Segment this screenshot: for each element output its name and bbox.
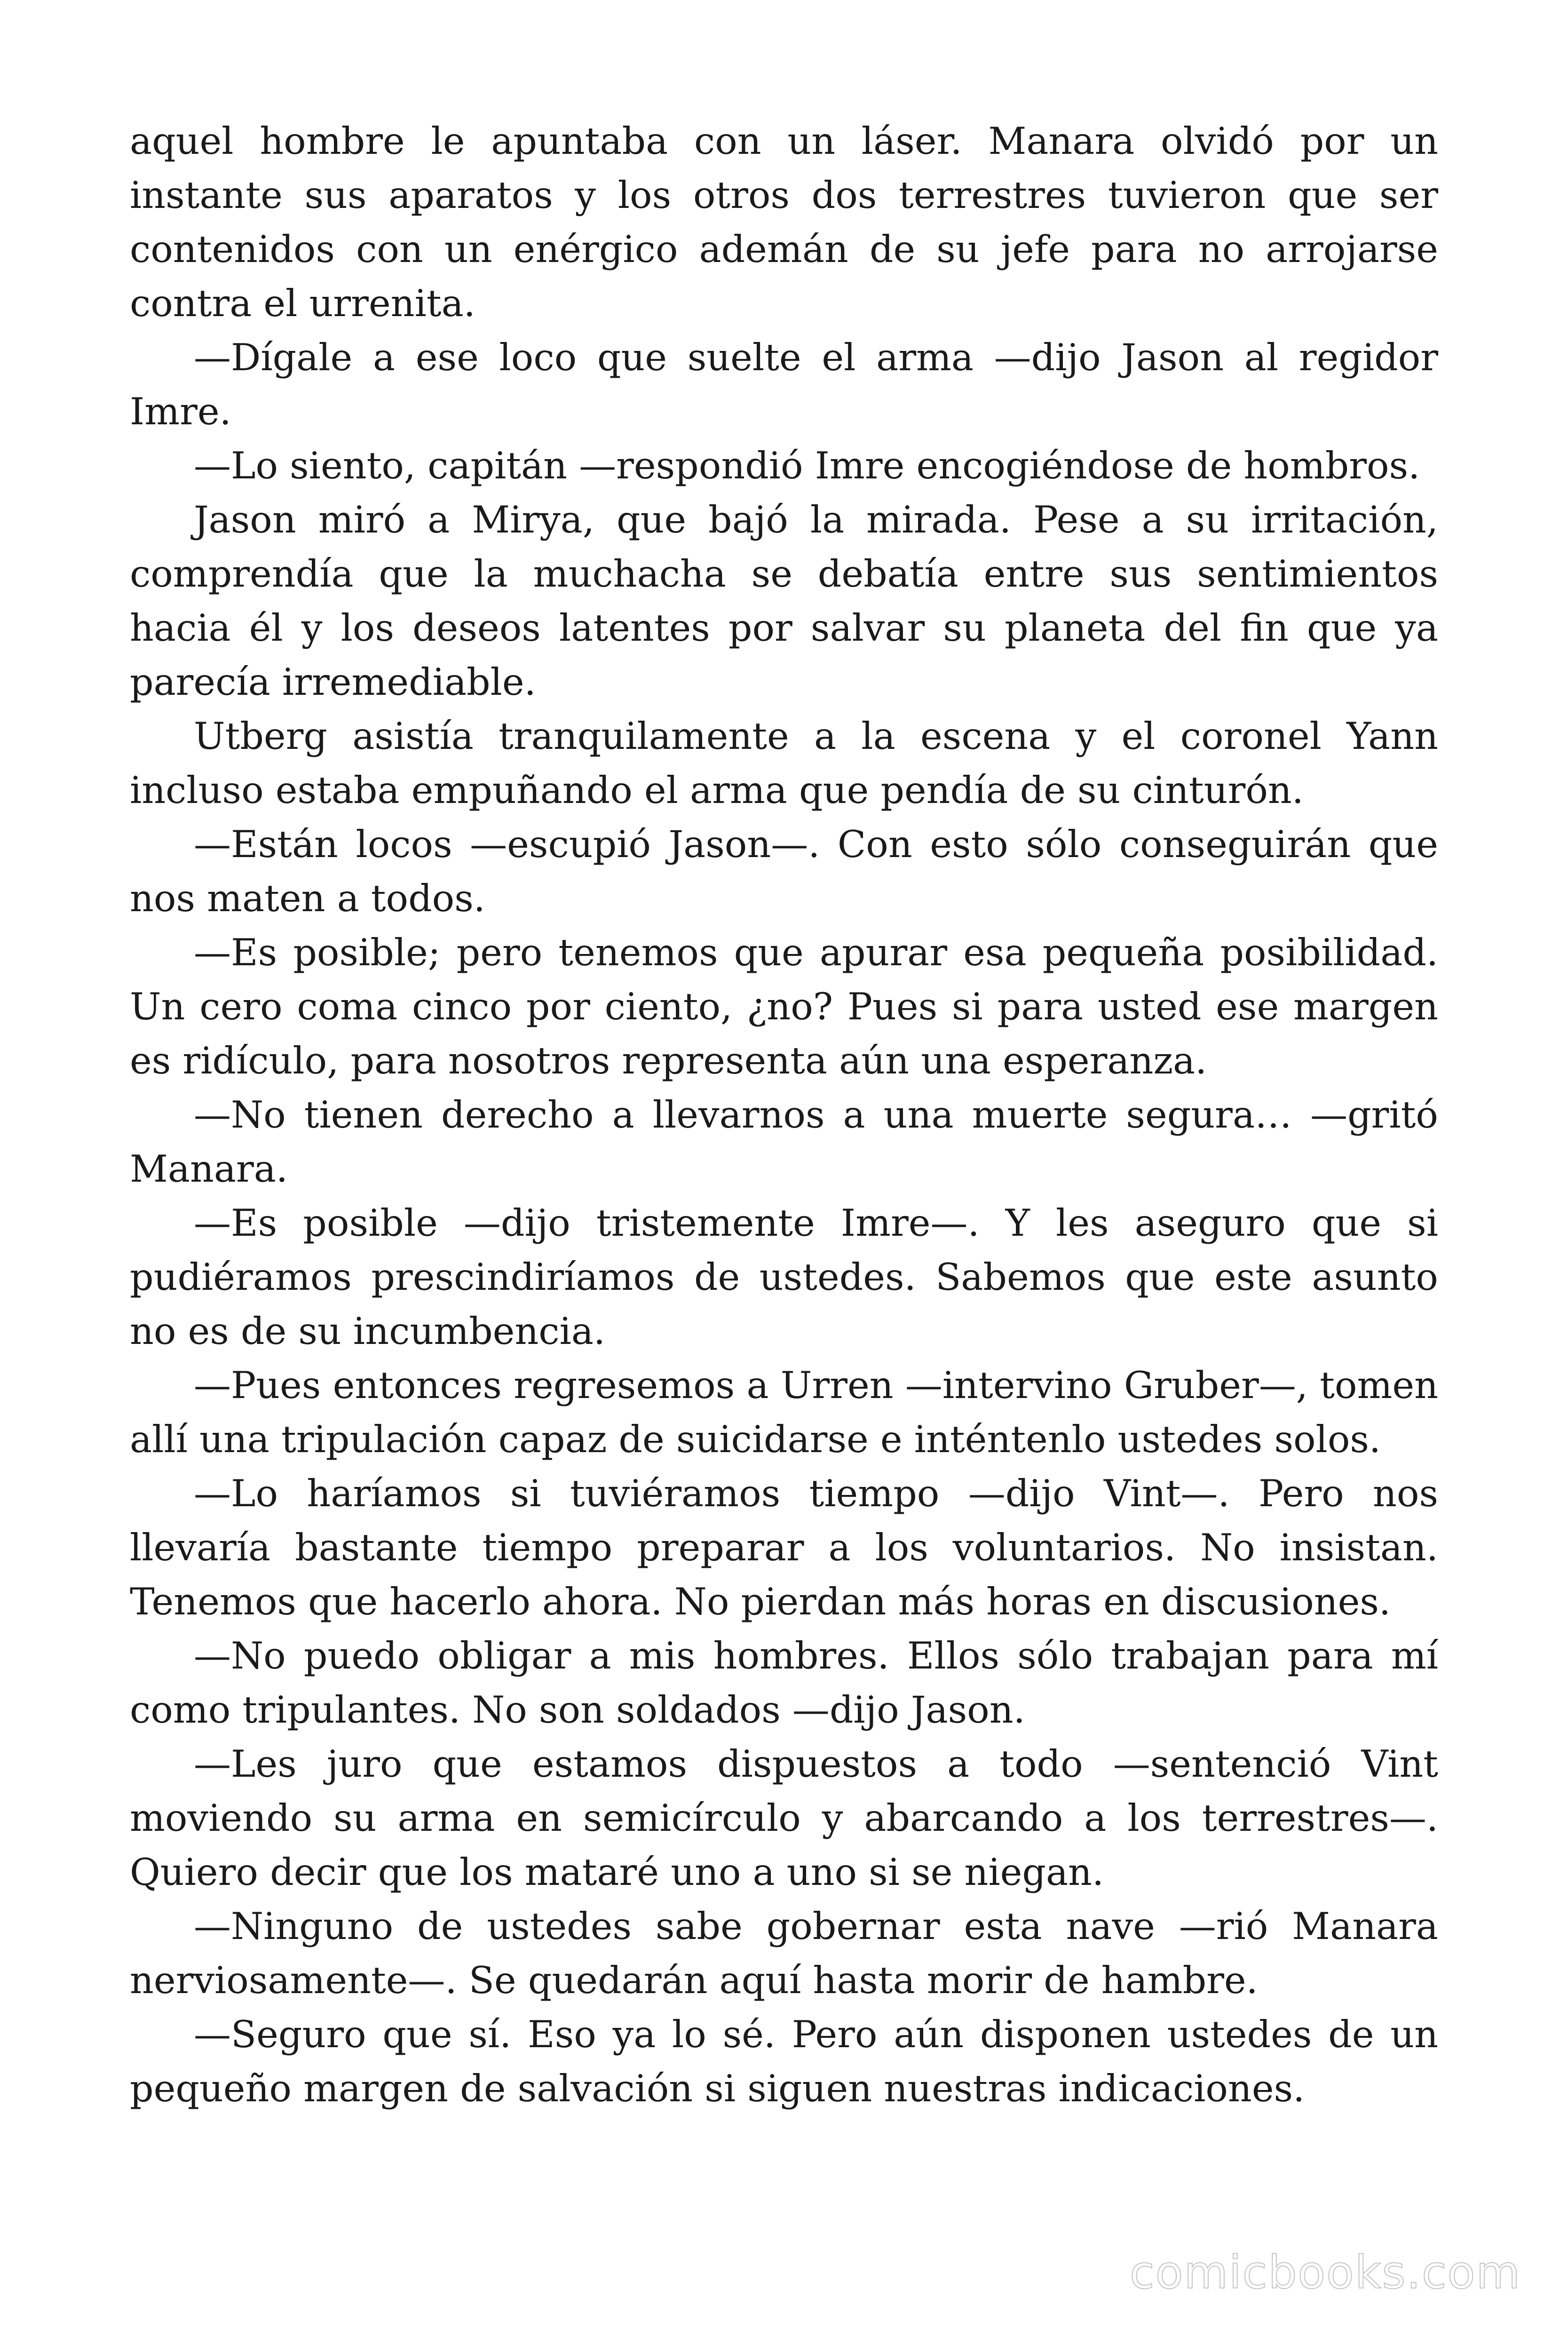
paragraph: —Lo siento, capitán —respondió Imre encogiéndose de hombros. (194, 444, 1420, 487)
paragraph: —Ninguno de ustedes sabe gobernar esta nave —rió Manara nerviosamente—. Se quedarán aquí hasta morir de hambre. (130, 1905, 1438, 2002)
page-body-text (130, 114, 1438, 2116)
paragraph: —Es posible —dijo tristemente Imre—. Y les aseguro que si pudiéramos prescindiríamos de ustedes. Sabemos que este asunto no es de su incumbencia. (130, 1201, 1438, 1353)
paragraph: —Les juro que estamos dispuestos a todo —sentenció Vint moviendo su arma en semicírculo y abarcando a los terrestres—. Quiero decir que los mataré uno a uno si se niegan. (130, 1742, 1438, 1894)
paragraph: Utberg asistía tranquilamente a la escena y el coronel Yann incluso estaba empuñando el arma que pendía de su cinturón. (130, 715, 1438, 812)
paragraph: —Pues entonces regresemos a Urren —intervino Gruber—, tomen allí una tripulación capaz de suicidarse e inténtenlo ustedes solos. (130, 1364, 1438, 1461)
paragraph: Jason miró a Mirya, que bajó la mirada. Pese a su irritación, comprendía que la muchacha se debatía entre sus sentimientos hacia él y los deseos latentes por salvar su planeta del fin que ya parecía irremediable. (130, 498, 1438, 704)
paragraph: —Dígale a ese loco que suelte el arma —dijo Jason al regidor Imre. (130, 336, 1438, 433)
watermark: comicbooks.com (1129, 2246, 1521, 2299)
paragraph: —Están locos —escupió Jason—. Con esto sólo conseguirán que nos maten a todos. (130, 823, 1438, 920)
paragraph: —Es posible; pero tenemos que apurar esa pequeña posibilidad. Un cero coma cinco por ciento, ¿no? Pues si para usted ese margen es ridículo, para nosotros representa aún una esperanza. (130, 931, 1438, 1082)
paragraph: —Seguro que sí. Eso ya lo sé. Pero aún disponen ustedes de un pequeño margen de salvación si siguen nuestras indicaciones. (130, 2013, 1438, 2110)
paragraph: —Lo haríamos si tuviéramos tiempo —dijo Vint—. Pero nos llevaría bastante tiempo preparar a los voluntarios. No insistan. Tenemos que hacerlo ahora. No pierdan más horas en discusiones. (130, 1472, 1438, 1623)
paragraph: —No puedo obligar a mis hombres. Ellos sólo trabajan para mí como tripulantes. No son soldados —dijo Jason. (130, 1634, 1438, 1732)
paragraph: —No tienen derecho a llevarnos a una muerte segura… —gritó Manara. (130, 1093, 1438, 1191)
paragraph: aquel hombre le apuntaba con un láser. Manara olvidó por un instante sus aparatos y los otros dos terrestres tuvieron que ser contenidos con un enérgico ademán de su jefe para no arrojarse contra el urrenita. (130, 119, 1438, 325)
